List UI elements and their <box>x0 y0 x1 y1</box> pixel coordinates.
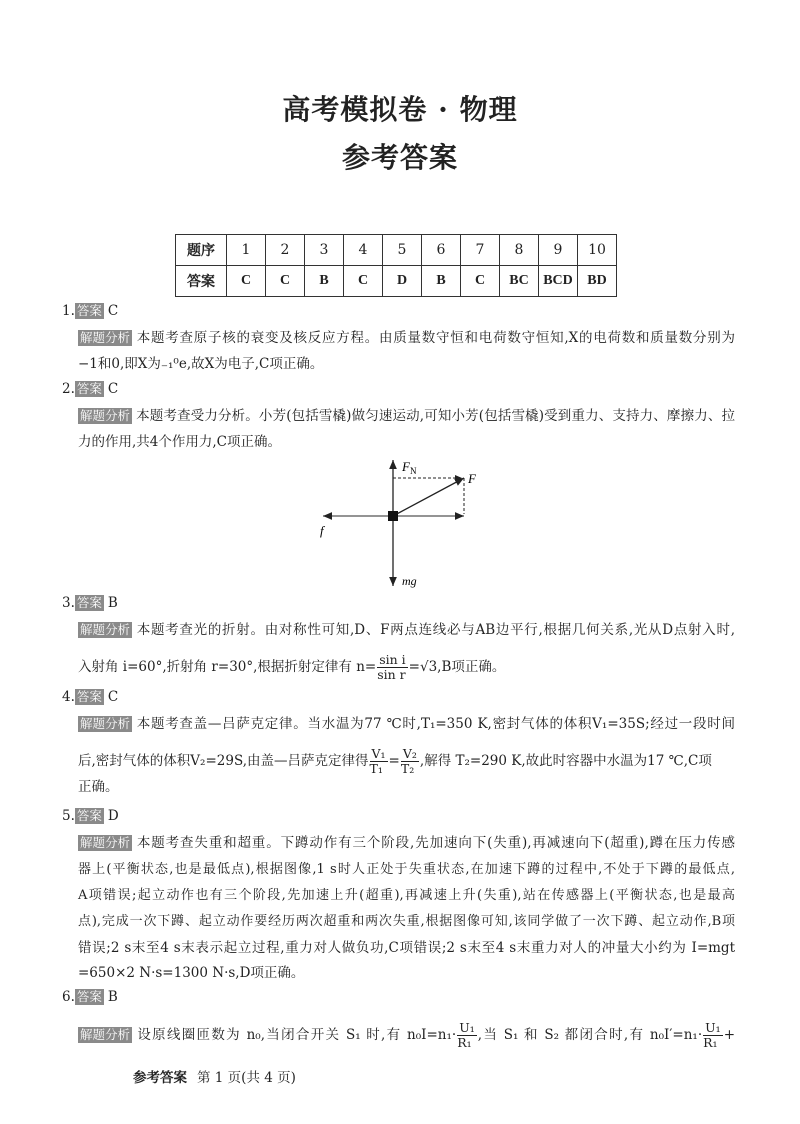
table-cell: 3 <box>305 235 344 266</box>
analysis-text: 本题考查光的折射。由对称性可知,D、F两点连线必与AB边平行,根据几何关系,光从D点射入时, <box>136 622 735 638</box>
question-1-answer <box>62 302 118 320</box>
analysis-tag: 解题分析 <box>80 330 131 345</box>
table-cell: BC <box>500 266 539 297</box>
fraction <box>377 653 407 682</box>
fraction <box>703 1021 723 1050</box>
analysis-line: 正确。 <box>78 779 119 795</box>
table-cell: 7 <box>461 235 500 266</box>
analysis-line <box>78 621 735 639</box>
analysis-text: 本题考查受力分析。小芳(包括雪橇)做匀速运动,可知小芳(包括雪橇)受到重力、支持力、摩擦力、拉 <box>136 408 735 424</box>
table-header: 题序 <box>176 235 227 266</box>
table-cell: C <box>344 266 383 297</box>
question-4-answer <box>62 688 118 706</box>
analysis-line <box>78 1021 735 1050</box>
pull-force-arrow <box>393 478 464 516</box>
table-cell: C <box>227 266 266 297</box>
analysis-line <box>78 653 735 682</box>
analysis-text: 本题考查原子核的衰变及核反应方程。由质量数守恒和电荷数守恒知,X的电荷数和质量数分别为 <box>136 330 735 346</box>
block <box>388 511 398 521</box>
table-cell: BD <box>578 266 617 297</box>
analysis-line: 器上(平衡状态,也是最低点),根据图像,1 s时人正处于失重状态,在加速下蹲的过程中,不处于下蹲的最低点, <box>78 862 735 877</box>
analysis-line <box>78 715 735 733</box>
analysis-text: ,当 S₁ 和 S₂ 都闭合时,有 n₀I′=n₁· <box>477 1027 703 1043</box>
denominator: T₁ <box>369 761 383 776</box>
question-number: 5. <box>62 808 75 824</box>
question-number: 6. <box>62 989 75 1005</box>
answer-value: C <box>107 689 119 705</box>
analysis-line <box>78 747 735 776</box>
denominator: sin r <box>377 667 406 682</box>
table-cell: 6 <box>422 235 461 266</box>
normal-force-label: $F_N$ <box>402 459 417 476</box>
analysis-line: =650×2 N·s=1300 N·s,D项正确。 <box>78 965 305 981</box>
analysis-line <box>78 834 735 852</box>
table-cell: 10 <box>578 235 617 266</box>
answer-tag: 答案 <box>76 808 102 823</box>
analysis-text: 本题考查失重和超重。下蹲动作有三个阶段,先加速向下(失重),再减速向下(超重),蹲在压力传感 <box>136 835 735 851</box>
numerator: sin i <box>379 652 406 667</box>
table-cell: 9 <box>539 235 578 266</box>
answer-tag: 答案 <box>76 989 102 1004</box>
analysis-text: ,解得 T₂=290 K,故此时容器中水温为17 ℃,C项 <box>419 753 712 769</box>
question-number: 1. <box>62 303 75 319</box>
gravity-label: mg <box>402 574 417 588</box>
question-3-answer <box>62 594 118 612</box>
question-6-answer <box>62 988 118 1006</box>
page-title: 高考模拟卷 · 物理 <box>282 93 518 126</box>
analysis-text: 后,密封气体的体积V₂=29S,由盖—吕萨克定律得 <box>78 753 369 769</box>
table-cell: 1 <box>227 235 266 266</box>
numerator: V₂ <box>402 746 417 761</box>
analysis-line: −1和0,即X为₋₁⁰e,故X为电子,C项正确。 <box>78 356 324 372</box>
numerator: U₁ <box>705 1020 721 1035</box>
analysis-text: + <box>723 1027 735 1043</box>
question-number: 4. <box>62 689 75 705</box>
table-cell: 2 <box>266 235 305 266</box>
numerator: V₁ <box>371 746 386 761</box>
fraction <box>401 747 419 776</box>
analysis-line: 错误;2 s末至4 s末表示起立过程,重力对人做负功,C项错误;2 s末至4 s末重力对人的冲量大小约为 I=mgt <box>78 940 735 956</box>
fraction <box>457 1021 477 1050</box>
denominator: R₁ <box>703 1035 718 1050</box>
answer-table <box>175 234 617 297</box>
analysis-tag: 解题分析 <box>80 716 131 731</box>
question-number: 2. <box>62 381 75 397</box>
table-cell: BCD <box>539 266 578 297</box>
denominator: R₁ <box>457 1035 472 1050</box>
footer-label: 参考答案 <box>133 1070 187 1086</box>
analysis-line: 点),完成一次下蹲、起立动作要经历两次超重和两次失重,根据图像可知,该同学做了一次下蹲、起立动作,B项 <box>78 914 735 929</box>
question-5-answer <box>62 807 119 825</box>
table-cell: C <box>461 266 500 297</box>
table-cell: 8 <box>500 235 539 266</box>
analysis-line: A项错误;起立动作也有三个阶段,先加速上升(超重),再减速上升(失重),站在传感器上(平衡状态,也是最高 <box>78 888 735 903</box>
answer-value: C <box>107 381 119 397</box>
analysis-text: 本题考查盖—吕萨克定律。当水温为77 ℃时,T₁=350 K,密封气体的体积V₁=35S;经过一段时间 <box>136 716 735 732</box>
analysis-text: 设原线圈匝数为 n₀,当闭合开关 S₁ 时,有 n₀I=n₁· <box>136 1027 457 1043</box>
question-number: 3. <box>62 595 75 611</box>
analysis-tag: 解题分析 <box>80 1027 131 1042</box>
answer-tag: 答案 <box>76 381 102 396</box>
table-cell: C <box>266 266 305 297</box>
table-cell: 5 <box>383 235 422 266</box>
table-cell: 4 <box>344 235 383 266</box>
answer-value: B <box>107 989 118 1005</box>
table-cell: B <box>305 266 344 297</box>
fraction <box>370 747 388 776</box>
table-cell: B <box>422 266 461 297</box>
table-header: 答案 <box>176 266 227 297</box>
analysis-line: 力的作用,共4个作用力,C项正确。 <box>78 434 282 450</box>
denominator: T₂ <box>400 761 415 776</box>
analysis-line <box>78 407 735 425</box>
pull-force-label: F <box>468 471 476 486</box>
answer-value: D <box>107 808 119 824</box>
analysis-tag: 解题分析 <box>80 408 131 423</box>
answer-tag: 答案 <box>76 595 102 610</box>
answer-tag: 答案 <box>76 689 102 704</box>
analysis-line <box>78 329 735 347</box>
table-cell: D <box>383 266 422 297</box>
answer-value: C <box>107 303 119 319</box>
analysis-tag: 解题分析 <box>80 835 131 850</box>
equals: = <box>388 753 400 769</box>
page-number: 第 1 页(共 4 页) <box>197 1070 296 1086</box>
answer-tag: 答案 <box>76 303 102 318</box>
analysis-text: 入射角 i=60°,折射角 r=30°,根据折射定律有 n= <box>78 659 377 675</box>
friction-label: f <box>320 523 324 538</box>
page-subtitle: 参考答案 <box>341 141 458 174</box>
analysis-text: =√3,B项正确。 <box>408 659 506 675</box>
table-row-numbers <box>176 235 617 266</box>
page-footer <box>133 1066 296 1086</box>
question-2-answer <box>62 380 118 398</box>
table-row-answers <box>176 266 617 297</box>
analysis-tag: 解题分析 <box>80 622 131 637</box>
force-diagram <box>310 455 490 590</box>
numerator: U₁ <box>459 1020 475 1035</box>
answer-value: B <box>107 595 118 611</box>
